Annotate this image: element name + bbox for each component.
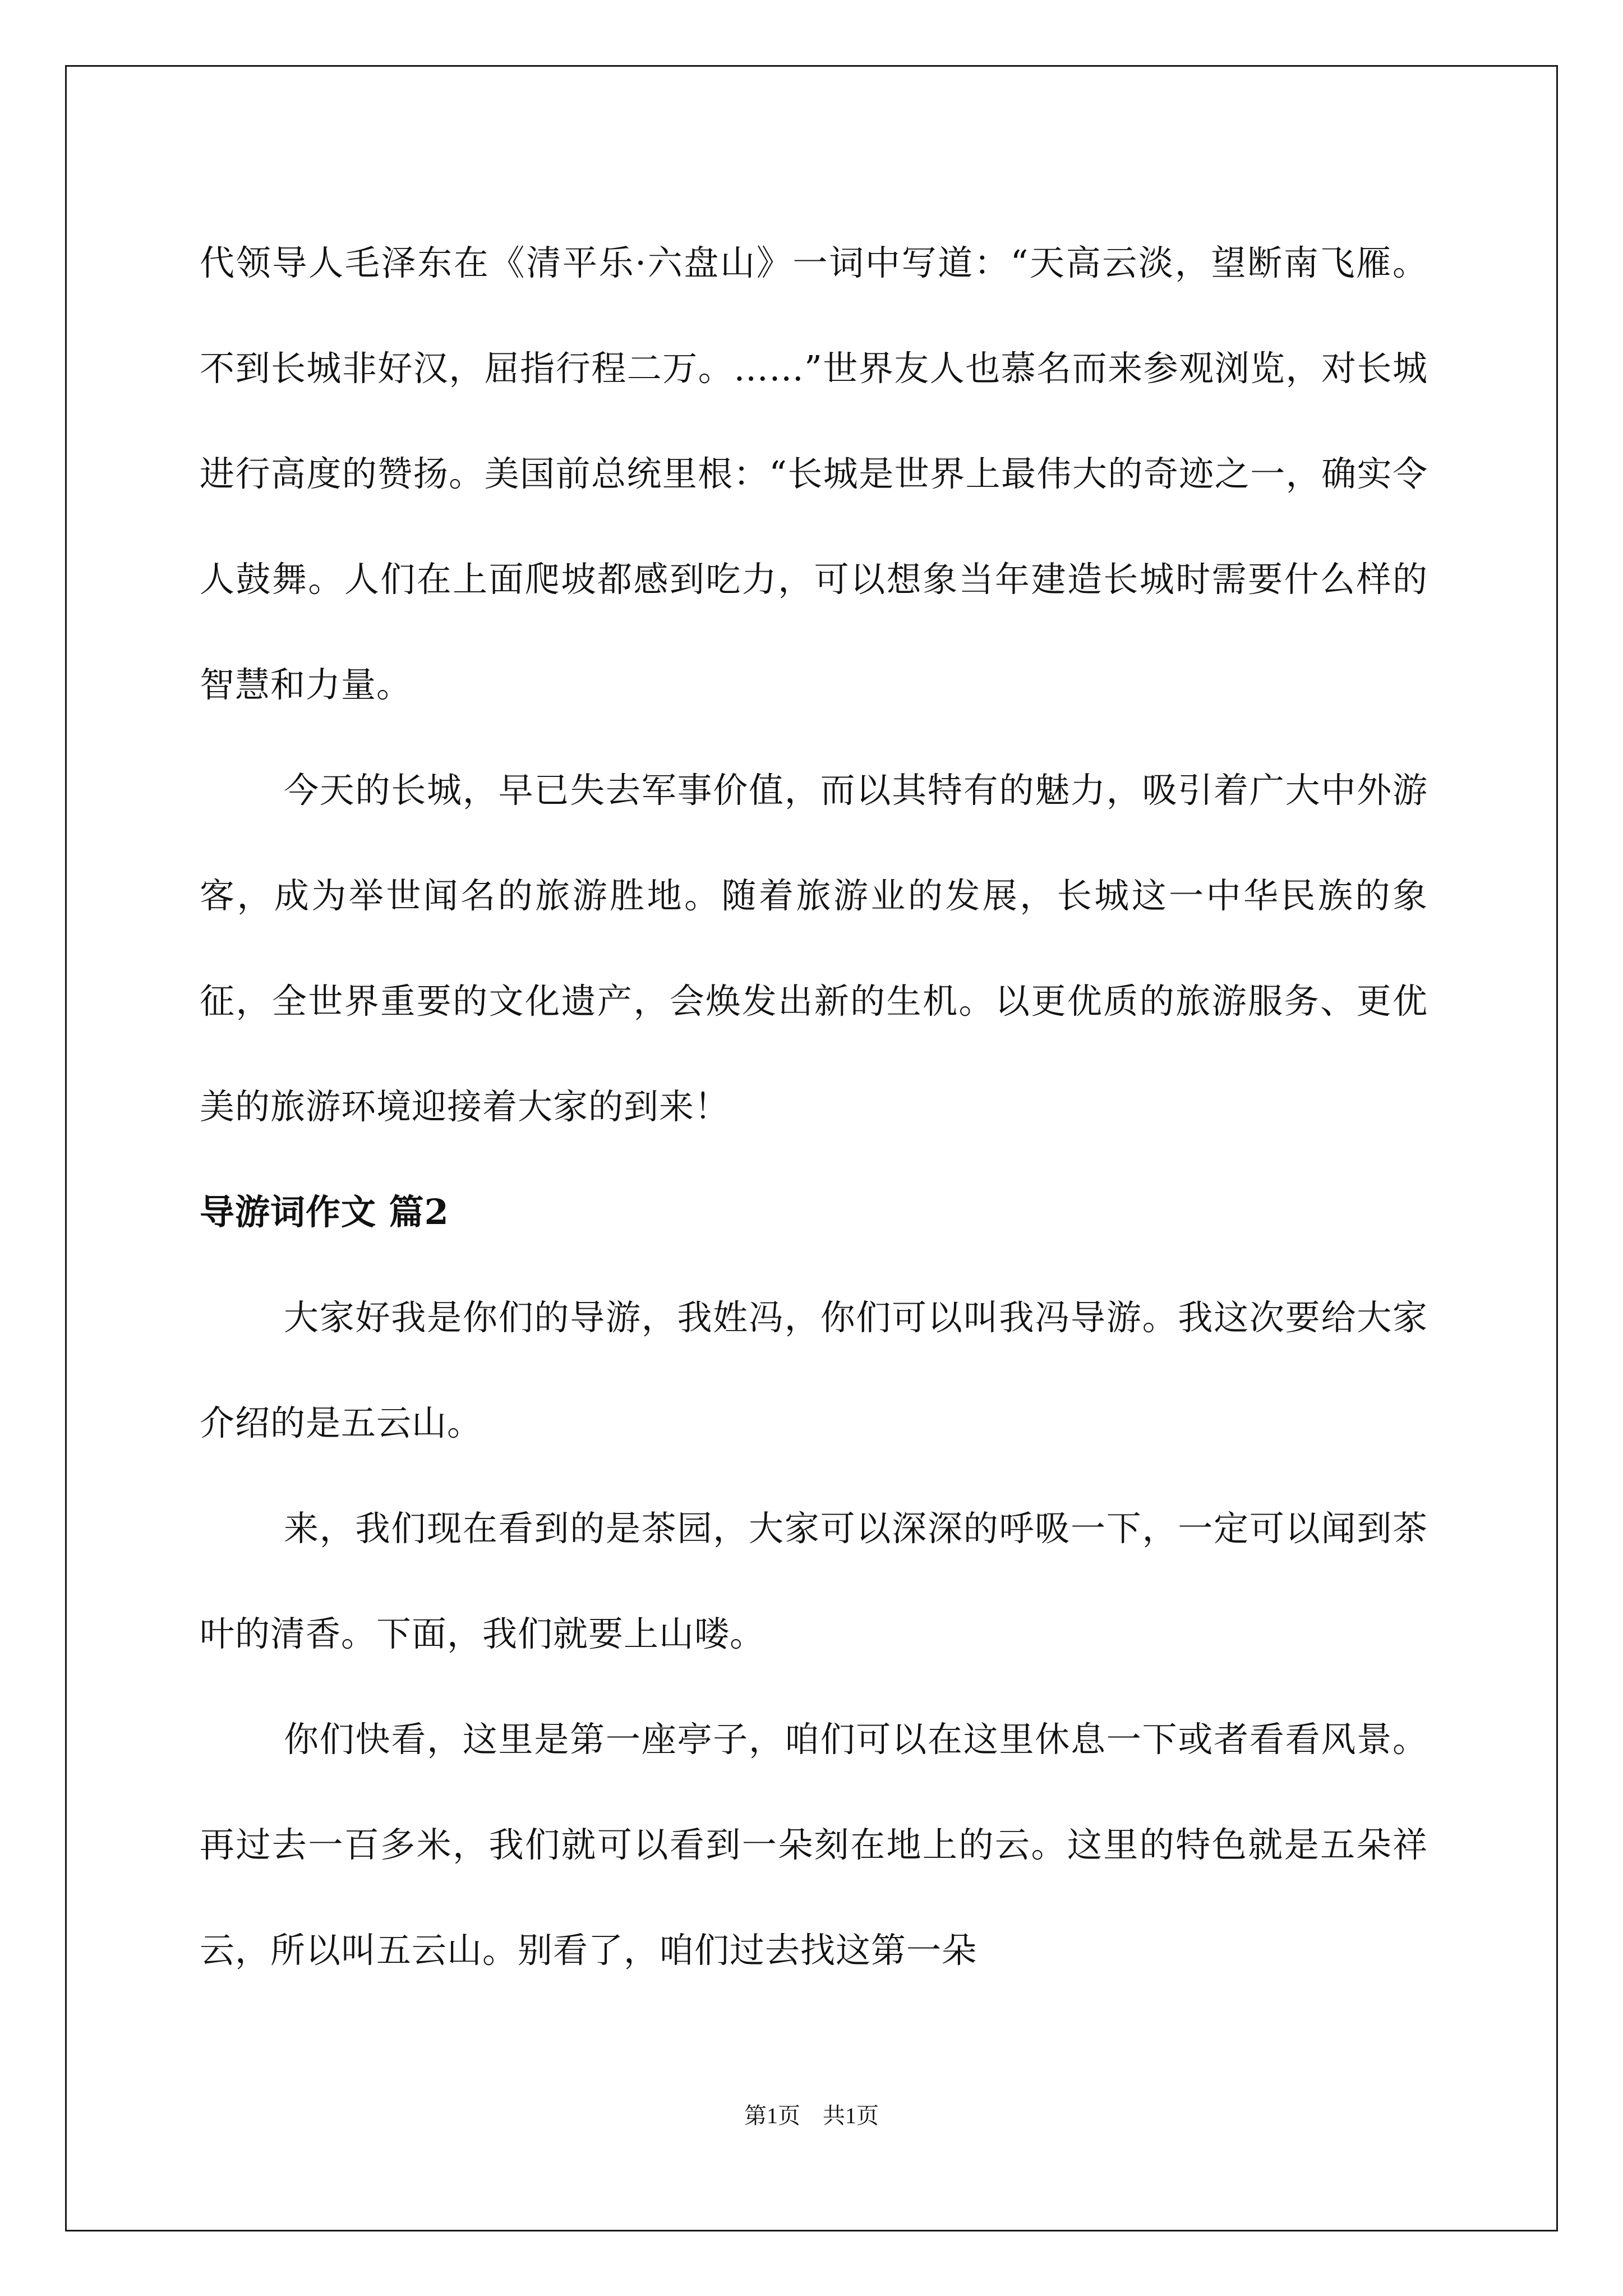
document-body xyxy=(200,210,1428,2003)
section-heading: 导游词作文 篇2 xyxy=(200,1191,449,1232)
paragraph-tea-garden: 来，我们现在看到的是茶园，大家可以深深的呼吸一下，一定可以闻到茶叶的清香。下面，我们就要上山喽。 xyxy=(200,1508,1428,1654)
paragraph-great-wall-today: 今天的长城，早已失去军事价值，而以其特有的魅力，吸引着广大中外游客，成为举世闻名的旅游胜地。随着旅游业的发展，长城这一中华民族的象征，全世界重要的文化遗产，会焕发出新的生机。以更优质的旅游服务、更优美的旅游环境迎接着大家的到来！ xyxy=(200,770,1428,1127)
paragraph-first-pavilion: 你们快看，这里是第一座亭子，咱们可以在这里休息一下或者看看风景。再过去一百多米，我们就可以看到一朵刻在地上的云。这里的特色就是五朵祥云，所以叫五云山。别看了，咱们过去找这第一朵 xyxy=(200,1719,1428,1971)
paragraph-continuation: 代领导人毛泽东在《清平乐·六盘山》一词中写道：“天高云淡，望断南飞雁。不到长城非好汉，屈指行程二万。……”世界友人也慕名而来参观浏览，对长城进行高度的赞扬。美国前总统里根：“长城是世界上最伟大的奇迹之一，确实令人鼓舞。人们在上面爬坡都感到吃力，可以想象当年建造长城时需要什么样的智慧和力量。 xyxy=(200,242,1428,705)
page-footer: 第1页 共1页 xyxy=(744,2103,879,2128)
paragraph-guide-intro: 大家好我是你们的导游，我姓冯，你们可以叫我冯导游。我这次要给大家介绍的是五云山。 xyxy=(200,1297,1428,1443)
